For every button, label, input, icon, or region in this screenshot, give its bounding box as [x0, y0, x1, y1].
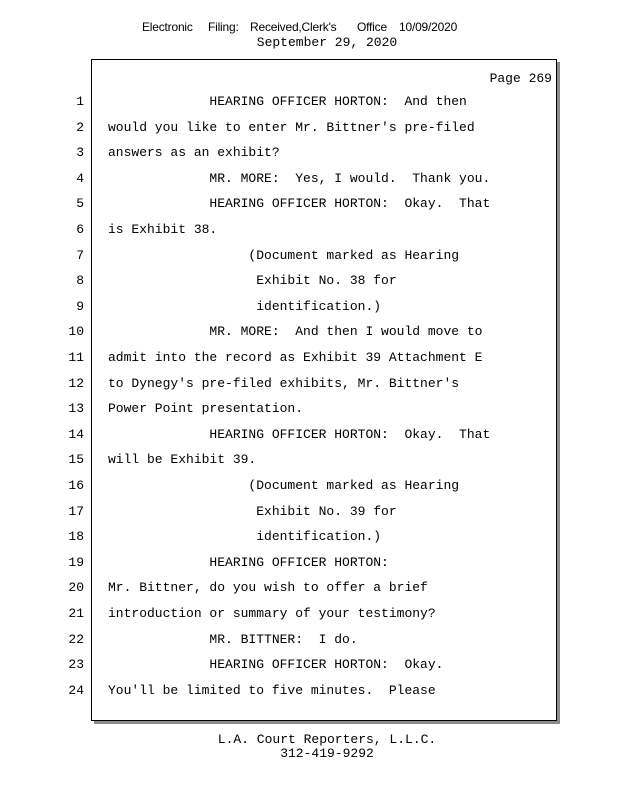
line-number: 11 [68, 350, 84, 365]
transcript-line [0, 504, 618, 524]
footer-phone: 312-419-9292 [280, 746, 374, 761]
line-text: Exhibit No. 39 for [108, 503, 397, 519]
stamp-electronic: Electronic [142, 20, 193, 34]
line-text: HEARING OFFICER HORTON: [108, 554, 389, 570]
page-number: Page 269 [489, 71, 552, 86]
transcript-line [0, 478, 618, 498]
line-number: 1 [76, 94, 84, 109]
transcript-line [0, 529, 618, 549]
line-number: 2 [76, 119, 84, 135]
line-number: 16 [68, 478, 84, 493]
line-number: 13 [68, 401, 84, 417]
transcript-line [0, 401, 618, 421]
line-number: 9 [76, 298, 84, 314]
transcript-line [0, 94, 618, 114]
line-text: MR. BITTNER: I do. [108, 631, 358, 647]
transcript-line [0, 248, 618, 268]
line-number: 24 [68, 682, 84, 698]
stamp-date: 10/09/2020 [399, 20, 458, 34]
line-number: 17 [68, 503, 84, 519]
line-number: 7 [76, 247, 84, 263]
line-number: 5 [76, 196, 84, 212]
line-number: 8 [76, 273, 84, 289]
line-number: 21 [68, 606, 84, 621]
transcript-line [0, 273, 618, 293]
transcript-line [0, 683, 618, 703]
transcript-date: September 29, 2020 [256, 35, 398, 50]
line-text: identification.) [108, 298, 382, 314]
line-text: HEARING OFFICER HORTON: Okay. [108, 657, 444, 673]
stamp-received: Received,Clerk's [250, 20, 337, 34]
line-number: 12 [68, 375, 84, 391]
footer-company: L.A. Court Reporters, L.L.C. [217, 732, 437, 747]
transcript-line [0, 657, 618, 677]
line-text: HEARING OFFICER HORTON: And then [108, 94, 467, 109]
stamp-office: Office [357, 20, 387, 34]
transcript-line [0, 324, 618, 344]
line-text: answers as an exhibit? [108, 145, 280, 161]
line-number: 14 [68, 426, 84, 442]
line-number: 10 [68, 324, 84, 340]
transcript-line [0, 120, 618, 140]
line-text: HEARING OFFICER HORTON: Okay. That [108, 196, 491, 212]
line-text: is Exhibit 38. [108, 222, 218, 237]
line-text: to Dynegy's pre-filed exhibits, Mr. Bittner's [108, 375, 460, 391]
line-text: Exhibit No. 38 for [108, 273, 397, 289]
transcript-line [0, 427, 618, 447]
transcript-line [0, 145, 618, 165]
transcript-line [0, 606, 618, 626]
line-number: 3 [76, 145, 84, 161]
transcript-line [0, 196, 618, 216]
transcript-line [0, 171, 618, 191]
line-text: introduction or summary of your testimony? [108, 606, 436, 621]
line-text: HEARING OFFICER HORTON: Okay. That [108, 426, 491, 442]
line-number: 19 [68, 554, 84, 570]
line-number: 15 [68, 452, 84, 468]
line-number: 22 [68, 631, 84, 647]
line-text: (Document marked as Hearing [108, 247, 460, 263]
line-text: identification.) [108, 529, 382, 545]
line-text: You'll be limited to five minutes. Please [108, 682, 436, 698]
line-text: Power Point presentation. [108, 401, 304, 417]
line-text: MR. MORE: Yes, I would. Thank you. [108, 170, 491, 186]
transcript-line [0, 555, 618, 575]
transcript-line [0, 376, 618, 396]
stamp-filing: Filing: [208, 20, 239, 34]
transcript-line [0, 632, 618, 652]
line-number: 6 [76, 222, 84, 237]
transcript-line [0, 452, 618, 472]
line-number: 4 [76, 170, 84, 186]
line-text: admit into the record as Exhibit 39 Attachment E [108, 350, 483, 365]
line-text: (Document marked as Hearing [108, 478, 460, 493]
transcript-line [0, 580, 618, 600]
line-text: Mr. Bittner, do you wish to offer a brief [108, 580, 428, 596]
line-text: would you like to enter Mr. Bittner's pre-filed [108, 119, 475, 135]
transcript-line [0, 299, 618, 319]
line-text: will be Exhibit 39. [108, 452, 257, 468]
line-number: 23 [68, 657, 84, 673]
transcript-line [0, 350, 618, 370]
line-number: 20 [68, 580, 84, 596]
line-text: MR. MORE: And then I would move to [108, 324, 483, 340]
line-number: 18 [68, 529, 84, 545]
transcript-line [0, 222, 618, 242]
